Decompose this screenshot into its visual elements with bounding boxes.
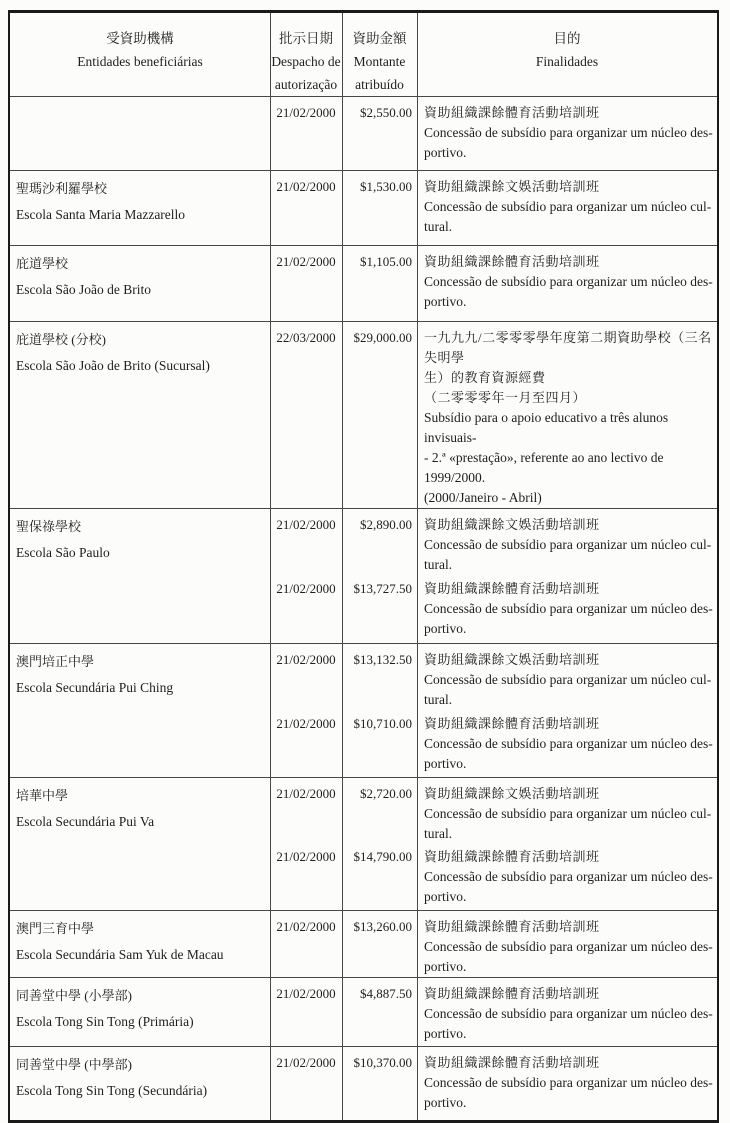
header-line: autorização — [274, 77, 338, 92]
entity-cell — [10, 252, 270, 321]
entity-name-pt: Escola São João de Brito — [16, 282, 151, 297]
purpose-line: Concessão de subsídio para organizar um núcleo cul- — [424, 537, 712, 552]
purpose-line: 資助組織課餘體育活動培訓班 — [424, 254, 600, 269]
entity-name-pt: Escola São Paulo — [16, 545, 110, 560]
purpose-line: portivo. — [424, 145, 467, 160]
column-divider — [270, 644, 271, 777]
purpose-line: Concessão de subsídio para organizar um núcleo des- — [424, 125, 713, 140]
purpose-line: - 2.ª «prestação», referente ao ano lectivo de 1999/2000. — [424, 450, 664, 485]
column-divider — [342, 13, 343, 96]
entity-cell — [10, 984, 270, 1046]
amount-value: $29,000.00 — [353, 330, 412, 345]
header-line: 受資助機構 — [106, 31, 174, 46]
purpose-cell — [417, 1053, 717, 1120]
entity-cell — [10, 103, 270, 170]
column-divider — [270, 13, 271, 96]
entity-cell — [10, 917, 270, 977]
column-divider — [342, 778, 343, 910]
column-divider — [417, 171, 418, 245]
purpose-line: 資助組織課餘文娛活動培訓班 — [424, 786, 600, 801]
purpose-line: Concessão de subsídio para organizar um núcleo cul- — [424, 199, 712, 214]
purpose-cell — [417, 650, 717, 714]
purpose-line: tural. — [424, 219, 453, 234]
authorization-date: 21/02/2000 — [276, 849, 336, 864]
table-row — [10, 1047, 717, 1120]
column-divider — [342, 644, 343, 777]
header-cell-amount — [342, 27, 417, 96]
table-row — [10, 644, 717, 778]
purpose-cell — [417, 917, 717, 977]
amount-value: $4,887.50 — [360, 986, 412, 1001]
purpose-line: tural. — [424, 557, 453, 572]
entity-name-pt: Escola Tong Sin Tong (Secundária) — [16, 1083, 208, 1098]
purpose-line: 資助組織課餘文娛活動培訓班 — [424, 652, 600, 667]
column-divider — [417, 1047, 418, 1120]
column-divider — [342, 246, 343, 321]
entity-name-zh: 培華中學 — [16, 788, 69, 803]
authorization-date: 21/02/2000 — [276, 786, 336, 801]
column-divider — [342, 509, 343, 643]
authorization-date: 21/02/2000 — [276, 179, 336, 194]
table-row — [10, 246, 717, 322]
entity-cell — [10, 650, 270, 777]
purpose-line: Concessão de subsídio para organizar um núcleo des- — [424, 869, 713, 884]
column-divider — [417, 246, 418, 321]
purpose-line: 資助組織課餘文娛活動培訓班 — [424, 517, 600, 532]
purpose-line: portivo. — [424, 755, 467, 771]
amount-value: $2,550.00 — [360, 105, 412, 120]
table-row — [10, 509, 717, 644]
purpose-line: 資助組織課餘體育活動培訓班 — [424, 715, 600, 731]
purpose-line: 資助組織課餘體育活動培訓班 — [424, 105, 600, 120]
column-divider — [417, 911, 418, 977]
amount-value: $2,720.00 — [360, 786, 412, 801]
column-divider — [417, 509, 418, 643]
header-line: Finalidades — [535, 54, 599, 69]
authorization-date: 21/02/2000 — [276, 254, 336, 269]
entity-name-pt: Escola Secundária Pui Va — [16, 814, 155, 829]
table-row — [10, 171, 717, 246]
column-divider — [342, 911, 343, 977]
purpose-line: Concessão de subsídio para organizar um núcleo des- — [424, 274, 713, 289]
column-divider — [417, 13, 418, 96]
purpose-line: (2000/Janeiro - Abril) — [424, 490, 542, 505]
purpose-line: Concessão de subsídio para organizar um núcleo cul- — [424, 806, 712, 821]
entity-cell — [10, 177, 270, 245]
authorization-date: 21/02/2000 — [276, 105, 336, 120]
column-divider — [417, 778, 418, 910]
purpose-line: 生）的教育資源經費 — [424, 370, 546, 385]
purpose-line: Concessão de subsídio para organizar um núcleo des- — [424, 939, 713, 954]
header-line: Entidades beneficiárias — [77, 54, 203, 69]
authorization-date: 21/02/2000 — [276, 652, 336, 667]
purpose-line: Concessão de subsídio para organizar um núcleo des- — [424, 735, 713, 751]
column-divider — [342, 97, 343, 170]
column-divider — [342, 171, 343, 245]
entity-cell — [10, 328, 270, 508]
amount-value: $10,370.00 — [353, 1055, 412, 1070]
purpose-line: portivo. — [424, 621, 467, 636]
authorization-date: 21/02/2000 — [276, 517, 336, 532]
purpose-line: Concessão de subsídio para organizar um núcleo des- — [424, 601, 713, 616]
amount-value: $13,727.50 — [353, 581, 412, 596]
entity-name-zh: 聖瑪沙利羅學校 — [16, 181, 108, 196]
purpose-cell — [417, 177, 717, 245]
purpose-cell — [417, 515, 717, 579]
entity-cell — [10, 1053, 270, 1120]
header-line: Despacho de — [271, 54, 341, 69]
column-divider — [417, 644, 418, 777]
table-row — [10, 322, 717, 509]
header-cell-date — [270, 27, 342, 96]
authorization-date: 21/02/2000 — [276, 1055, 336, 1070]
header-line: 資助金額 — [352, 31, 407, 46]
entity-name-zh: 同善堂中學 (小學部) — [16, 988, 132, 1003]
amount-value: $2,890.00 — [360, 517, 412, 532]
column-divider — [342, 1047, 343, 1120]
column-divider — [270, 171, 271, 245]
entity-name-zh: 庇道學校 (分校) — [16, 332, 106, 347]
purpose-line: Concessão de subsídio para organizar um núcleo des- — [424, 1006, 713, 1021]
table-row — [10, 97, 717, 171]
purpose-line: portivo. — [424, 889, 467, 904]
header-line: atribuído — [355, 77, 404, 92]
authorization-date: 21/02/2000 — [276, 919, 336, 934]
entity-name-zh: 澳門培正中學 — [16, 654, 95, 669]
column-divider — [270, 978, 271, 1046]
column-divider — [270, 509, 271, 643]
purpose-line: 資助組織課餘體育活動培訓班 — [424, 849, 600, 864]
purpose-cell — [417, 714, 717, 778]
entity-cell — [10, 784, 270, 910]
purpose-line: 資助組織課餘體育活動培訓班 — [424, 919, 600, 934]
purpose-line: 資助組織課餘體育活動培訓班 — [424, 581, 600, 596]
purpose-line: Concessão de subsídio para organizar um núcleo des- — [424, 1075, 713, 1090]
amount-value: $10,710.00 — [353, 715, 412, 731]
purpose-line: portivo. — [424, 959, 467, 974]
column-divider — [270, 246, 271, 321]
entity-name-pt: Escola São João de Brito (Sucursal) — [16, 358, 210, 373]
purpose-line: Concessão de subsídio para organizar um núcleo cul- — [424, 672, 712, 687]
amount-value: $14,790.00 — [353, 849, 412, 864]
amount-value: $13,260.00 — [353, 919, 412, 934]
purpose-line: （二零零零年一月至四月） — [424, 390, 587, 405]
amount-value: $1,105.00 — [360, 254, 412, 269]
column-divider — [342, 322, 343, 508]
header-cell-purpose — [417, 27, 717, 96]
purpose-cell — [417, 579, 717, 643]
entity-name-zh: 同善堂中學 (中學部) — [16, 1057, 132, 1072]
authorization-date: 21/02/2000 — [276, 715, 336, 731]
entity-name-pt: Escola Tong Sin Tong (Primária) — [16, 1014, 194, 1029]
authorization-date: 21/02/2000 — [276, 986, 336, 1001]
purpose-line: tural. — [424, 692, 453, 707]
column-divider — [342, 978, 343, 1046]
purpose-line: portivo. — [424, 1026, 467, 1041]
entity-name-zh: 庇道學校 — [16, 256, 69, 271]
purpose-line: portivo. — [424, 1095, 467, 1110]
header-line: 批示日期 — [279, 31, 333, 46]
entity-name-zh: 澳門三育中學 — [16, 921, 95, 936]
column-divider — [270, 97, 271, 170]
subsidy-table — [8, 10, 719, 1123]
entity-name-zh: 聖保祿學校 — [16, 519, 82, 534]
amount-value: $13,132.50 — [353, 652, 412, 667]
purpose-line: tural. — [424, 826, 453, 841]
table-header-row — [10, 13, 717, 97]
entity-name-pt: Escola Santa Maria Mazzarello — [16, 207, 186, 222]
purpose-cell — [417, 984, 717, 1046]
column-divider — [270, 778, 271, 910]
purpose-line: Subsídio para o apoio educativo a três alunos invisuais- — [424, 410, 669, 445]
purpose-cell — [417, 103, 717, 170]
column-divider — [417, 978, 418, 1046]
entity-name-pt: Escola Secundária Sam Yuk de Macau — [16, 947, 224, 962]
column-divider — [417, 97, 418, 170]
column-divider — [417, 322, 418, 508]
purpose-line: 資助組織課餘文娛活動培訓班 — [424, 179, 600, 194]
purpose-line: 資助組織課餘體育活動培訓班 — [424, 1055, 600, 1070]
table-row — [10, 778, 717, 911]
purpose-cell — [417, 847, 717, 910]
authorization-date: 21/02/2000 — [276, 581, 336, 596]
column-divider — [270, 1047, 271, 1120]
header-line: 目的 — [553, 31, 581, 46]
header-line: Montante — [353, 54, 406, 69]
purpose-line: 資助組織課餘體育活動培訓班 — [424, 986, 600, 1001]
table-row — [10, 911, 717, 978]
purpose-cell — [417, 784, 717, 847]
column-divider — [270, 322, 271, 508]
amount-value: $1,530.00 — [360, 179, 412, 194]
purpose-line: 一九九九/二零零零學年度第二期資助學校（三名失明學 — [424, 330, 712, 365]
entity-cell — [10, 515, 270, 643]
purpose-line: portivo. — [424, 294, 467, 309]
table-row — [10, 978, 717, 1047]
column-divider — [270, 911, 271, 977]
authorization-date: 22/03/2000 — [276, 330, 336, 345]
header-cell-entities — [10, 27, 270, 96]
purpose-cell — [417, 328, 717, 508]
purpose-cell — [417, 252, 717, 321]
entity-name-pt: Escola Secundária Pui Ching — [16, 680, 174, 695]
